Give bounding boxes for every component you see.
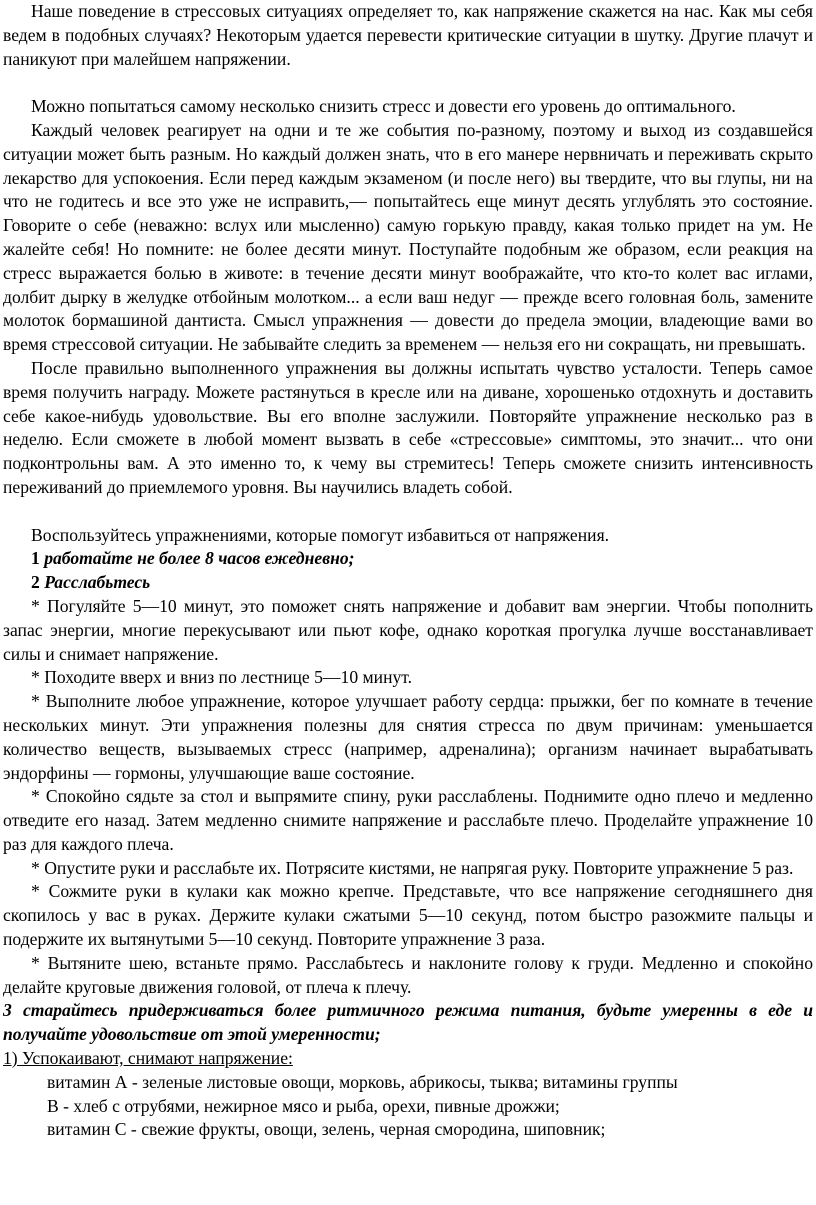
vitamin-line: витамин А - зеленые листовые овощи, морковь, абрикосы, тыква; витамины группы [47,1071,678,1092]
exercise-cardio: * Выполните любое упражнение, которое улучшает работу сердца: прыжки, бег по комнате в течение нескольких минут. Эти упражнения полезны для снятия стресса по двум причинам: уменьшается количество веществ, вызываемых стресс (например, адреналина); организм начинает вырабатывать эндорфины — гормоны, улучшающие ваше состояние. [3,691,813,783]
spacer [3,71,813,95]
paragraph-exercises-intro: Воспользуйтесь упражнениями, которые помогут избавиться от напряжения. [31,524,610,545]
paragraph-reward: После правильно выполненного упражнения вы должны испытать чувство усталости. Теперь самое время получить награду. Можете растянуться в кресле или на диване, хорошенько отдохнуть и доставить себе какое-нибудь удовольствие. Вы его вполне заслужили. Повторяйте упражнение несколько раз в неделю. Если сможете в любой момент вызвать в себе «стрессовые» симптомы, это значит... что они подконтрольны вам. А это именно то, к чему вы стремитесь! Теперь сможете снизить интенсивность переживаний до приемлемого уровня. Вы научились владеть собой. [3,357,813,497]
paragraph-intro: Наше поведение в стрессовых ситуациях определяет то, как напряжение скажется на нас. Как мы себя ведем в подобных случаях? Некоторым удается перевести критические ситуации в шутку. Другие плачут и паникуют при малейшем напряжении. [3,1,813,69]
spacer [3,500,813,524]
exercise-shoulders: * Спокойно сядьте за стол и выпрямите спину, руки расслаблены. Поднимите одно плечо и медленно отведите его назад. Затем медленно снимите напряжение и расслабьте плечо. Проделайте упражнение 10 раз для каждого плеча. [3,786,813,854]
vitamin-line: В - хлеб с отрубями, нежирное мясо и рыба, орехи, пивные дрожжи; [47,1095,560,1116]
exercise-neck: * Вытяните шею, встаньте прямо. Расслабьтесь и наклоните голову к груди. Медленно и спокойно делайте круговые движения головой, от плеча к плечу. [3,952,813,997]
exercise-hands: * Опустите руки и расслабьте их. Потрясите кистями, не напрягая руку. Повторите упражнение 5 раз. [31,857,794,878]
exercise-stairs: * Походите вверх и вниз по лестнице 5—10 минут. [31,667,413,688]
item-number: 1 [31,548,40,569]
item-work-hours [3,547,813,571]
item-text: работайте не более 8 часов ежедневно; [44,548,355,569]
section-nutrition: 3 старайтесь придерживаться более ритмичного режима питания, будьте умеренны в еде и получайте удовольствие от этой умеренности; [3,1000,813,1045]
vitamin-line: витамин С - свежие фрукты, овощи, зелень, черная смородина, шиповник; [47,1119,606,1140]
document-page [3,0,813,1142]
exercise-fists: * Сожмите руки в кулаки как можно крепче. Представьте, что все напряжение сегодняшнего дня скопилось у вас в руках. Держите кулаки сжатыми 5—10 секунд, потом быстро разожмите пальцы и подержите их вытянутыми 5—10 секунд. Повторите упражнение 3 раза. [3,881,813,950]
calming-heading: 1) Успокаивают, снимают напряжение: [3,1048,293,1069]
paragraph-reduce-stress: Можно попытаться самому несколько снизить стресс и довести его уровень до оптимального. [31,96,736,117]
item-text: Расслабьтесь [44,572,151,593]
exercise-walk: * Погуляйте 5—10 минут, это поможет снять напряжение и добавит вам энергии. Чтобы пополнить запас энергии, многие перекусывают или пьют кофе, однако короткая прогулка лучше восстанавливает силы и снимает напряжение. [3,595,813,664]
item-relax [3,571,813,595]
paragraph-method: Каждый человек реагирует на одни и те же события по-разному, поэтому и выход из создавшейся ситуации может быть разным. Но каждый должен знать, что в его манере нервничать и переживать скрыто лекарство для успокоения. Если перед каждым экзаменом (и после него) вы твердите, что вы глупы, ни на что не годитесь и все это уже не исправить,— попытайтесь еще минут десять углублять это состояние. Говорите о себе (неважно: вслух или мысленно) самую горькую правду, какая только придет на ум. Не жалейте себя! Но помните: не более десяти минут. Поступайте подобным же образом, если реакция на стресс выражается болью в животе: в течение десяти минут воображайте, что кто-то колет вас иглами, долбит дырку в желудке отбойным молотком... а если ваш недуг — прежде всего головная боль, замените молоток бормашиной дантиста. Смысл упражнения — довести до предела эмоции, владеющие вами во время стрессовой ситуации. Не забывайте следить за временем — нельзя его ни сокращать, ни превышать. [3,119,813,355]
item-number: 2 [31,572,40,593]
